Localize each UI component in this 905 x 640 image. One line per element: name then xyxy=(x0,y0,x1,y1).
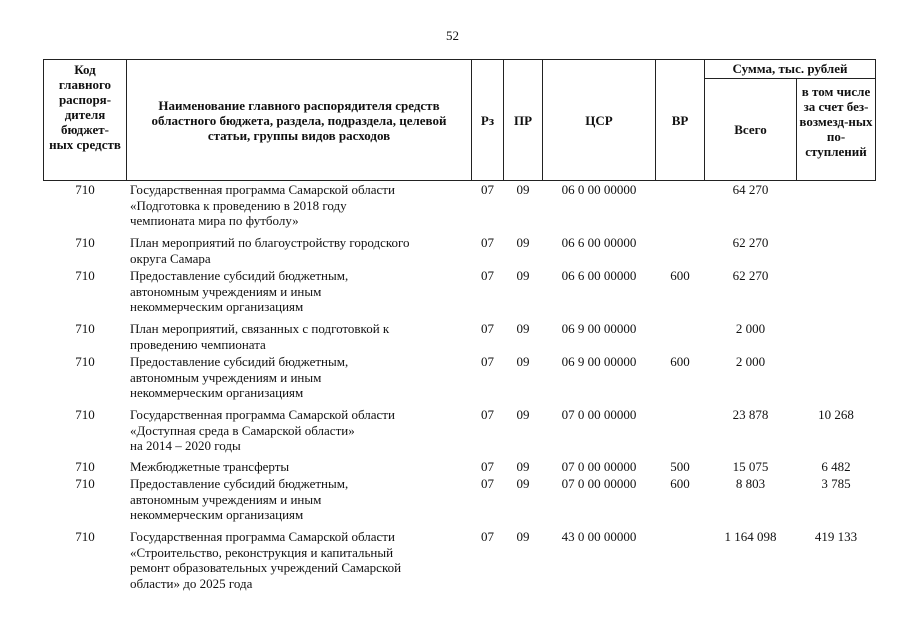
cell-csr: 06 9 00 00000 xyxy=(561,321,637,336)
cell-total: 15 075 xyxy=(732,459,769,474)
cell-rz: 07 xyxy=(481,235,494,250)
cell-code: 710 xyxy=(75,407,95,422)
cell-csr: 43 0 00 00000 xyxy=(561,529,637,544)
header-name: Наименование главного распорядителя средств областного бюджета, раздела, подраздела, целевой статьи, группы видов расходов xyxy=(151,98,447,143)
header-sum: Сумма, тыс. рублей xyxy=(732,61,848,76)
cell-csr: 06 0 00 00000 xyxy=(561,182,637,197)
cell-csr: 07 0 00 00000 xyxy=(561,476,637,491)
col-border-6 xyxy=(704,59,705,181)
cell-rz: 07 xyxy=(481,321,494,336)
cell-code: 710 xyxy=(75,182,95,197)
cell-name: План мероприятий по благоустройству городского округа Самара xyxy=(130,235,410,266)
cell-total: 62 270 xyxy=(732,268,769,283)
cell-csr: 07 0 00 00000 xyxy=(561,407,637,422)
cell-pr: 09 xyxy=(516,354,530,369)
cell-total: 2 000 xyxy=(735,354,766,369)
col-border-1 xyxy=(126,59,127,181)
cell-pr: 09 xyxy=(516,529,530,544)
col-border-7 xyxy=(796,78,797,181)
cell-total: 1 164 098 xyxy=(724,529,777,544)
cell-csr: 06 6 00 00000 xyxy=(561,268,637,283)
cell-rz: 07 xyxy=(481,459,494,474)
cell-vr: 600 xyxy=(670,354,690,369)
header-rz: Рз xyxy=(480,113,495,128)
header-vr: ВР xyxy=(671,113,689,128)
cell-rz: 07 xyxy=(481,529,494,544)
cell-pr: 09 xyxy=(516,321,530,336)
cell-pr: 09 xyxy=(516,459,530,474)
cell-name: Государственная программа Самарской области «Подготовка к проведению в 2018 году чемпионата мира по футболу» xyxy=(130,182,395,228)
cell-free: 419 133 xyxy=(814,529,858,544)
cell-name: Государственная программа Самарской области «Строительство, реконструкция и капитальный ремонт образовательных учреждений Самарской области» до 2025 года xyxy=(130,529,402,591)
cell-free: 10 268 xyxy=(818,407,854,422)
header-top-border xyxy=(43,59,876,60)
header-total: Всего xyxy=(734,122,767,137)
cell-free: 6 482 xyxy=(821,459,851,474)
cell-code: 710 xyxy=(75,235,95,250)
cell-pr: 09 xyxy=(516,476,530,491)
cell-pr: 09 xyxy=(516,235,530,250)
header-csr: ЦСР xyxy=(585,113,613,128)
sum-subheader-border xyxy=(704,78,876,79)
cell-name: Государственная программа Самарской области «Доступная среда в Самарской области» на 2014 – 2020 годы xyxy=(130,407,395,453)
cell-code: 710 xyxy=(75,529,95,544)
cell-vr: 600 xyxy=(670,476,690,491)
cell-csr: 06 6 00 00000 xyxy=(561,235,637,250)
cell-name: Предоставление субсидий бюджетным, автономным учреждениям и иным некоммерческим организациям xyxy=(130,354,349,400)
cell-vr: 500 xyxy=(670,459,690,474)
cell-name: Предоставление субсидий бюджетным, автономным учреждениям и иным некоммерческим организациям xyxy=(130,476,349,522)
cell-rz: 07 xyxy=(481,354,494,369)
cell-total: 64 270 xyxy=(732,182,769,197)
cell-code: 710 xyxy=(75,268,95,283)
cell-name: Межбюджетные трансферты xyxy=(130,459,290,474)
cell-code: 710 xyxy=(75,321,95,336)
cell-pr: 09 xyxy=(516,268,530,283)
cell-name: Предоставление субсидий бюджетным, автономным учреждениям и иным некоммерческим организациям xyxy=(130,268,349,314)
header-pr: ПР xyxy=(513,113,533,128)
cell-total: 23 878 xyxy=(732,407,769,422)
cell-rz: 07 xyxy=(481,407,494,422)
header-bottom-border xyxy=(43,180,876,181)
cell-rz: 07 xyxy=(481,476,494,491)
col-border-8 xyxy=(875,59,876,181)
cell-name: План мероприятий, связанных с подготовкой к проведению чемпионата xyxy=(130,321,390,352)
col-border-0 xyxy=(43,59,44,181)
cell-total: 2 000 xyxy=(735,321,766,336)
cell-code: 710 xyxy=(75,476,95,491)
cell-pr: 09 xyxy=(516,182,530,197)
cell-code: 710 xyxy=(75,354,95,369)
cell-vr: 600 xyxy=(670,268,690,283)
cell-free: 3 785 xyxy=(821,476,851,491)
cell-csr: 06 9 00 00000 xyxy=(561,354,637,369)
cell-total: 62 270 xyxy=(732,235,769,250)
cell-rz: 07 xyxy=(481,182,494,197)
cell-pr: 09 xyxy=(516,407,530,422)
cell-csr: 07 0 00 00000 xyxy=(561,459,637,474)
cell-rz: 07 xyxy=(481,268,494,283)
cell-total: 8 803 xyxy=(735,476,766,491)
page-number: 52 xyxy=(446,28,459,43)
header-free: в том числе за счет без-возмезд-ных по-ступлений xyxy=(799,84,873,159)
header-code: Код главного распоря-дителя бюджет-ных средств xyxy=(49,62,121,152)
cell-code: 710 xyxy=(75,459,95,474)
